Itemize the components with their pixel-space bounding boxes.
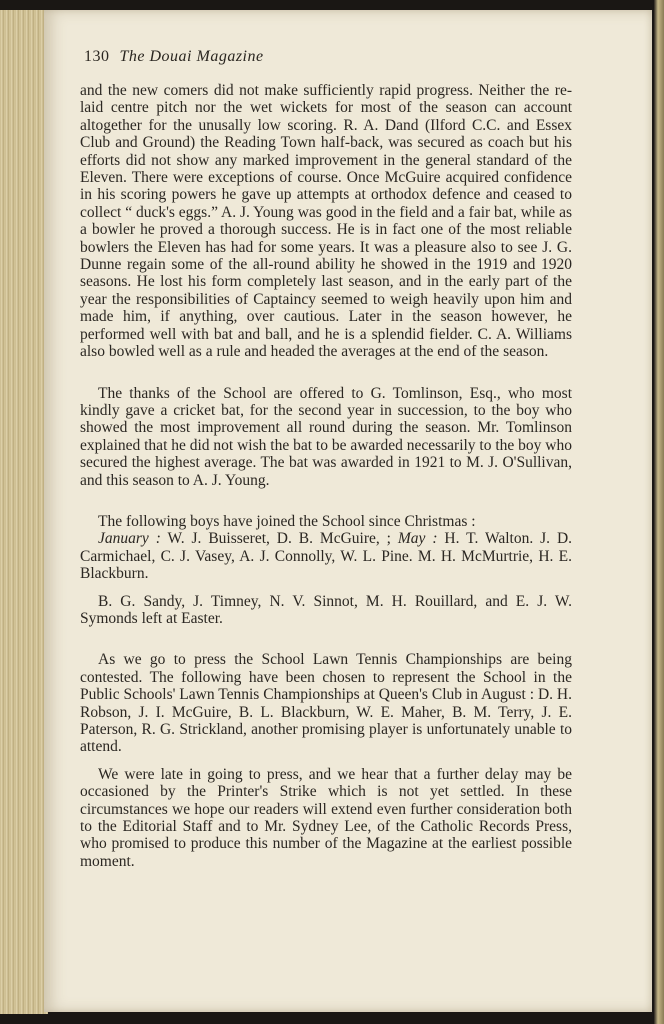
magazine-title: The Douai Magazine [119,48,264,65]
paragraph-cricket-bat: The thanks of the School are offered to G. Tomlinson, Esq., who most kindly gave a cricket bat, for the second year in succession, to the boy who showed the most improvement all round during the season. Mr. Tomlinson explained that he did not wish the bat to be awarded necessarily to the boy who secured the highest average. The bat was awarded in 1921 to M. J. O'Sullivan, and this season to A. J. Young. [80,384,572,489]
book-edge-right [654,0,664,1024]
paragraph-lawn-tennis: As we go to press the School Lawn Tennis Championships are being contested. The following have been chosen to represent the School in the Public Schools' Lawn Tennis Championships at Queen's Club in August : D. H. Robson, J. I. McGuire, B. L. Blackburn, W. E. Maher, B. M. Terry, J. E. Paterson, R. G. Strickland, another promising player is unfortunately unable to attend. [80,651,572,756]
paragraph-new-boys-list [80,530,572,582]
paragraph-cricket-report: and the new comers did not make sufficiently rapid progress. Neither the re-laid centre pitch nor the wet wickets for most of the season can account altogether for the unusally low scoring. R. A. Dand (Ilford C.C. and Essex Club and Ground) the Reading Town half-back, was secured as coach but his efforts did not show any marked improvement in the general standard of the Eleven. There were exceptions of course. Once McGuire acquired confidence in his scoring powers he gave up attempts at orthodox defence and ceased to collect “ duck's eggs.” A. J. Young was good in the field and a fair bat, while as a bowler he proved a thorough success. He is in fact one of the most reliable bowlers the Eleven has had for some years. It was a pleasure also to see J. G. Dunne regain some of the all-round ability he showed in the 1919 and 1920 seasons. He lost his form completely last season, and in the early part of the year the responsibilities of Captaincy seemed to weigh heavily upon him and made him, if anything, over cautious. Later in the season however, he performed well with bat and ball, and he is a splendid fielder. C. A. Williams also bowled well as a rule and headed the averages at the end of the season. [80,82,572,361]
label-january: January : [98,530,161,548]
list-january: W. J. Buisseret, D. B. McGuire, ; [160,530,398,548]
list-may: H. T. Walton. J. D. Carmichael, C. J. Vasey, A. J. Connolly, W. L. Pine. M. H. McMurtrie, H. E. Blackburn. [80,530,573,583]
body-text [80,82,572,870]
label-may: May : [397,530,438,548]
paragraph-new-boys-intro: The following boys have joined the School since Christmas : [98,512,476,530]
paragraph-printer-strike: We were late in going to press, and we hear that a further delay may be occasioned by the Printer's Strike which is not yet settled. In these circumstances we hope our readers will extend even further consideration both to the Editorial Staff and to Mr. Sydney Lee, of the Catholic Records Press, who promised to produce this number of the Magazine at the earliest possible moment. [80,765,572,870]
page-stack-edge [0,10,48,1014]
running-header [84,48,264,66]
page-number: 130 [84,48,110,65]
paragraph-left-at-easter: B. G. Sandy, J. Timney, N. V. Sinnot, M. H. Rouillard, and E. J. W. Symonds left at Easter. [80,592,572,627]
